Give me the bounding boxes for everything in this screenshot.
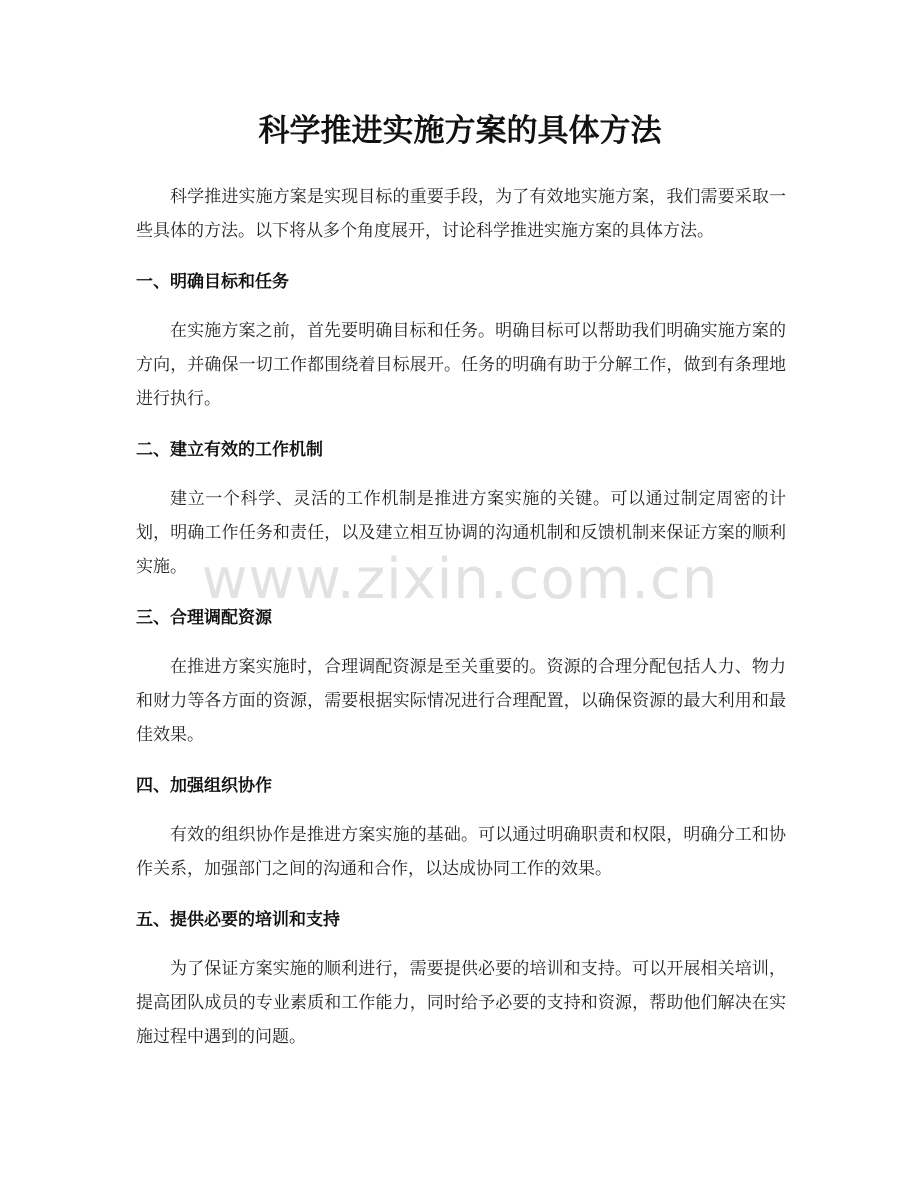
intro-paragraph: 科学推进实施方案是实现目标的重要手段，为了有效地实施方案，我们需要采取一些具体的方法。以下将从多个角度展开，讨论科学推进实施方案的具体方法。 <box>136 187 786 241</box>
section-heading: 一、明确目标和任务 <box>136 272 289 292</box>
section-paragraph: 在推进方案实施时，合理调配资源是至关重要的。资源的合理分配包括人力、物力和财力等各方面的资源，需要根据实际情况进行合理配置，以确保资源的最大利用和最佳效果。 <box>136 657 786 745</box>
section-heading: 二、建立有效的工作机制 <box>136 440 323 460</box>
section-5 <box>136 906 786 1054</box>
section-paragraph: 在实施方案之前，首先要明确目标和任务。明确目标可以帮助我们明确实施方案的方向，并确保一切工作都围绕着目标展开。任务的明确有助于分解工作，做到有条理地进行执行。 <box>136 321 786 409</box>
section-3 <box>136 604 786 752</box>
section-paragraph: 为了保证方案实施的顺利进行，需要提供必要的培训和支持。可以开展相关培训，提高团队成员的专业素质和工作能力，同时给予必要的支持和资源，帮助他们解决在实施过程中遇到的问题。 <box>136 959 786 1047</box>
document-body <box>136 180 786 1054</box>
watermark: www.zixin.com.cn <box>201 547 719 612</box>
section-paragraph: 有效的组织协作是推进方案实施的基础。可以通过明确职责和权限，明确分工和协作关系，加强部门之间的沟通和合作，以达成协同工作的效果。 <box>136 825 786 879</box>
section-2 <box>136 436 786 584</box>
section-heading: 四、加强组织协作 <box>136 776 272 796</box>
section-4 <box>136 772 786 886</box>
section-heading: 三、合理调配资源 <box>136 608 272 628</box>
section-heading: 五、提供必要的培训和支持 <box>136 910 340 930</box>
page-title: 科学推进实施方案的具体方法 <box>258 113 662 149</box>
section-1 <box>136 268 786 416</box>
section-paragraph: 建立一个科学、灵活的工作机制是推进方案实施的关键。可以通过制定周密的计划，明确工作任务和责任，以及建立相互协调的沟通机制和反馈机制来保证方案的顺利实施。 <box>136 489 786 577</box>
